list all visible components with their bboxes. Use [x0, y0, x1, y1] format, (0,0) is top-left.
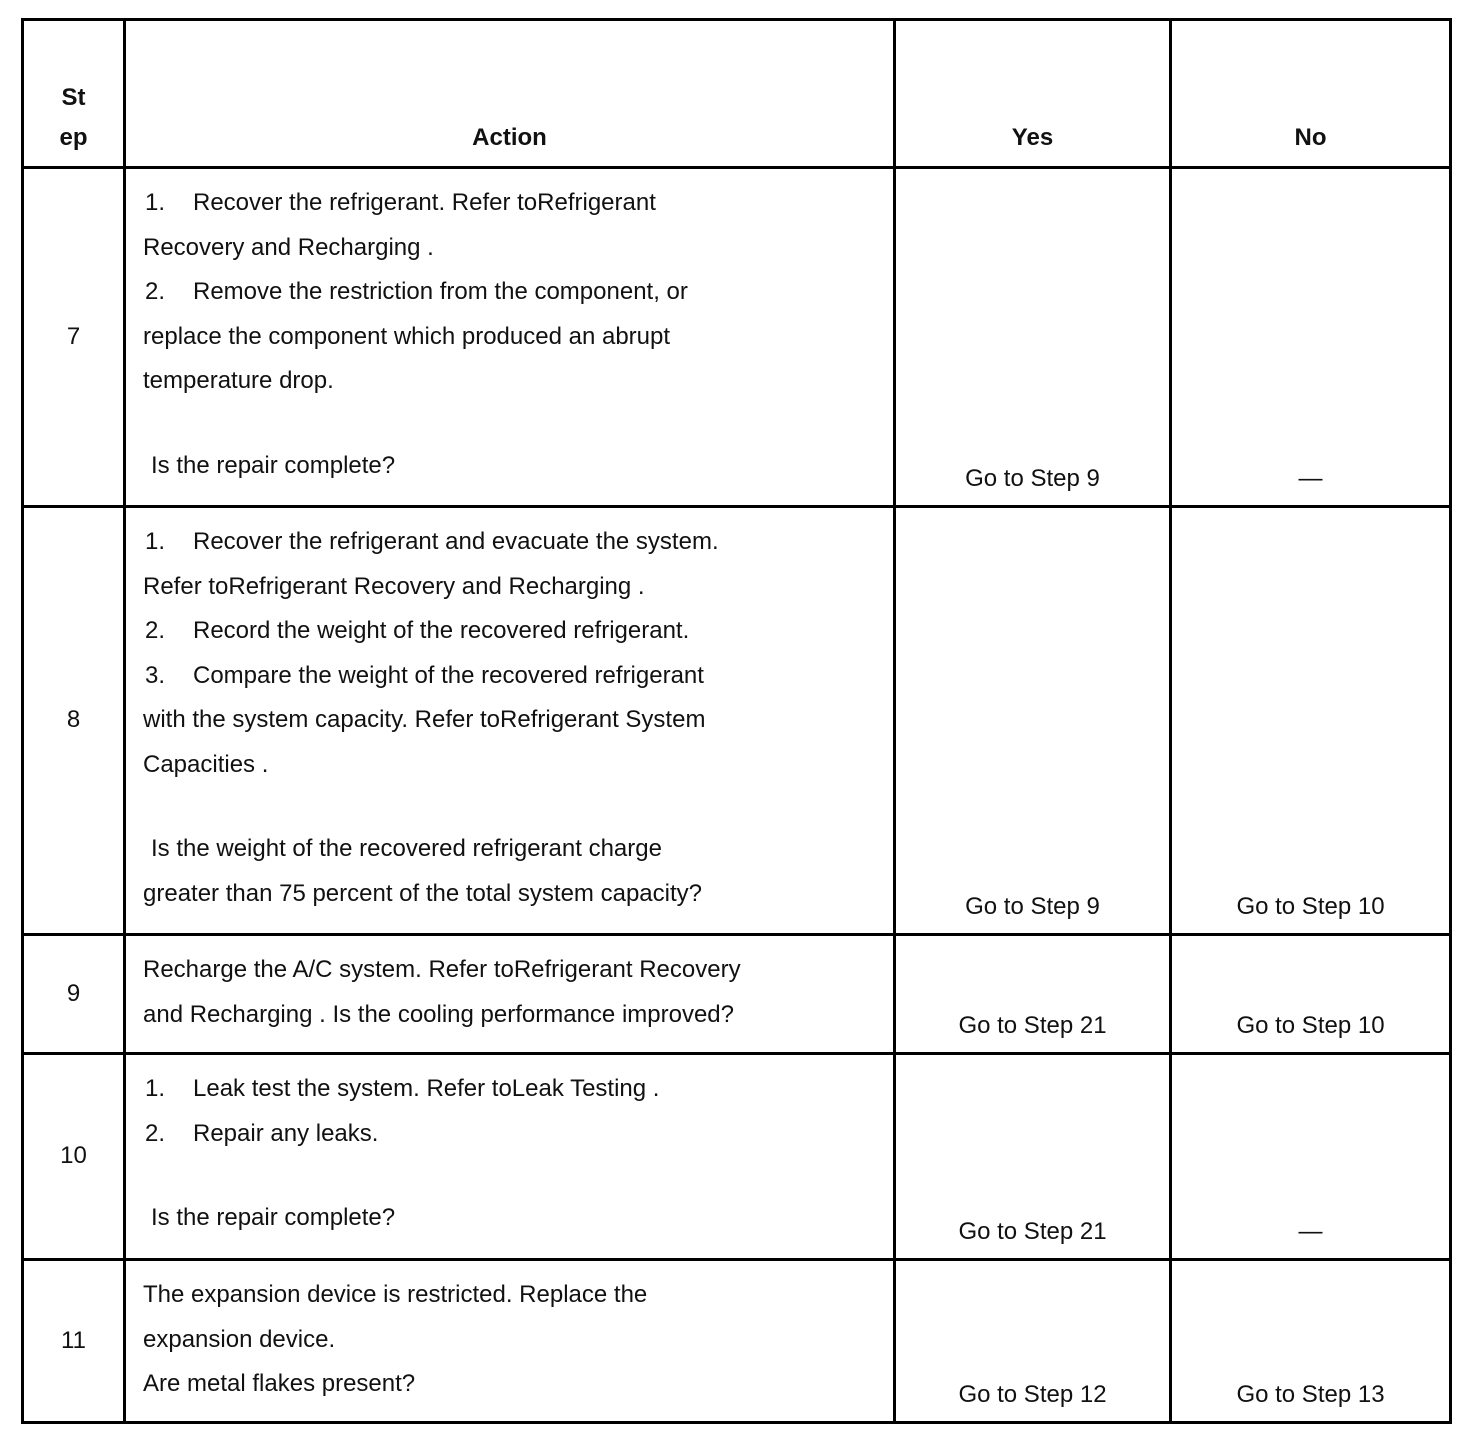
action-line [143, 520, 873, 565]
spacer [143, 787, 873, 827]
header-row [23, 20, 1451, 168]
list-number: 2. [145, 278, 166, 305]
action-text: Leak test the system. Refer toLeak Testing . [193, 1075, 660, 1102]
step-number: 7 [23, 168, 125, 507]
yes-cell: Go to Step 21 [895, 1054, 1171, 1260]
action-line [143, 609, 873, 654]
header-yes: Yes [895, 20, 1171, 168]
action-line [143, 1067, 873, 1112]
no-cell: Go to Step 13 [1171, 1260, 1451, 1423]
step-number: 9 [23, 935, 125, 1054]
header-action: Action [125, 20, 895, 168]
table-row-step-10 [23, 1054, 1451, 1260]
table-row-step-11 [23, 1260, 1451, 1423]
action-question: greater than 75 percent of the total system capacity? [143, 879, 702, 907]
action-cell [125, 1260, 895, 1423]
action-line: expansion device. [143, 1325, 336, 1353]
action-line [143, 1112, 873, 1157]
header-no: No [1171, 20, 1451, 168]
no-cell: Go to Step 10 [1171, 935, 1451, 1054]
yes-cell: Go to Step 9 [895, 168, 1171, 507]
action-question: Is the repair complete? [151, 451, 396, 479]
no-cell: — [1171, 1054, 1451, 1260]
list-number: 1. [145, 528, 166, 555]
table-row-step-8 [23, 507, 1451, 935]
action-line: and Recharging . Is the cooling performance improved? [143, 1000, 734, 1028]
list-number: 1. [145, 189, 166, 216]
action-line: Recharge the A/C system. Refer toRefrigerant Recovery [143, 956, 741, 983]
table-row-step-9 [23, 935, 1451, 1054]
action-question: Is the repair complete? [151, 1204, 396, 1231]
action-text: Compare the weight of the recovered refrigerant [193, 661, 704, 689]
header-step [23, 20, 125, 168]
action-line: The expansion device is restricted. Replace the [143, 1281, 648, 1308]
table-row-step-7 [23, 168, 1451, 507]
step-number: 11 [23, 1260, 125, 1423]
list-number: 2. [145, 1119, 166, 1147]
action-cell [125, 935, 895, 1054]
header-step-line2: ep [59, 124, 88, 151]
action-line [143, 654, 873, 699]
action-text: Recover the refrigerant and evacuate the system. [193, 528, 719, 555]
no-cell: — [1171, 168, 1451, 507]
list-number: 2. [145, 617, 166, 644]
list-number: 1. [145, 1075, 166, 1102]
yes-cell: Go to Step 21 [895, 935, 1171, 1054]
diagnostic-table [21, 18, 1452, 1424]
action-text: Repair any leaks. [193, 1119, 379, 1147]
action-cell [125, 168, 895, 507]
action-text: Record the weight of the recovered refrigerant. [193, 617, 690, 644]
header-step-line1: St [61, 84, 86, 111]
action-line: with the system capacity. Refer toRefrigerant System [143, 706, 706, 733]
spacer [143, 404, 873, 444]
action-line: temperature drop. [143, 367, 334, 394]
table-header [23, 20, 1451, 168]
action-text: Remove the restriction from the component, or [193, 278, 688, 305]
no-cell: Go to Step 10 [1171, 507, 1451, 935]
spacer [143, 1156, 873, 1196]
action-line [143, 181, 873, 226]
action-cell [125, 1054, 895, 1260]
action-line: Are metal flakes present? [143, 1370, 416, 1397]
action-cell [125, 507, 895, 935]
list-number: 3. [145, 661, 166, 689]
yes-cell: Go to Step 9 [895, 507, 1171, 935]
action-line [143, 270, 873, 315]
action-line: replace the component which produced an abrupt [143, 322, 671, 350]
yes-cell: Go to Step 12 [895, 1260, 1171, 1423]
action-line: Recovery and Recharging . [143, 233, 434, 261]
action-line: Refer toRefrigerant Recovery and Recharging . [143, 572, 645, 600]
action-question: Is the weight of the recovered refrigerant charge [151, 835, 662, 862]
action-text: Recover the refrigerant. Refer toRefrigerant [193, 189, 656, 216]
step-number: 10 [23, 1054, 125, 1260]
step-number: 8 [23, 507, 125, 935]
action-line: Capacities . [143, 750, 269, 778]
